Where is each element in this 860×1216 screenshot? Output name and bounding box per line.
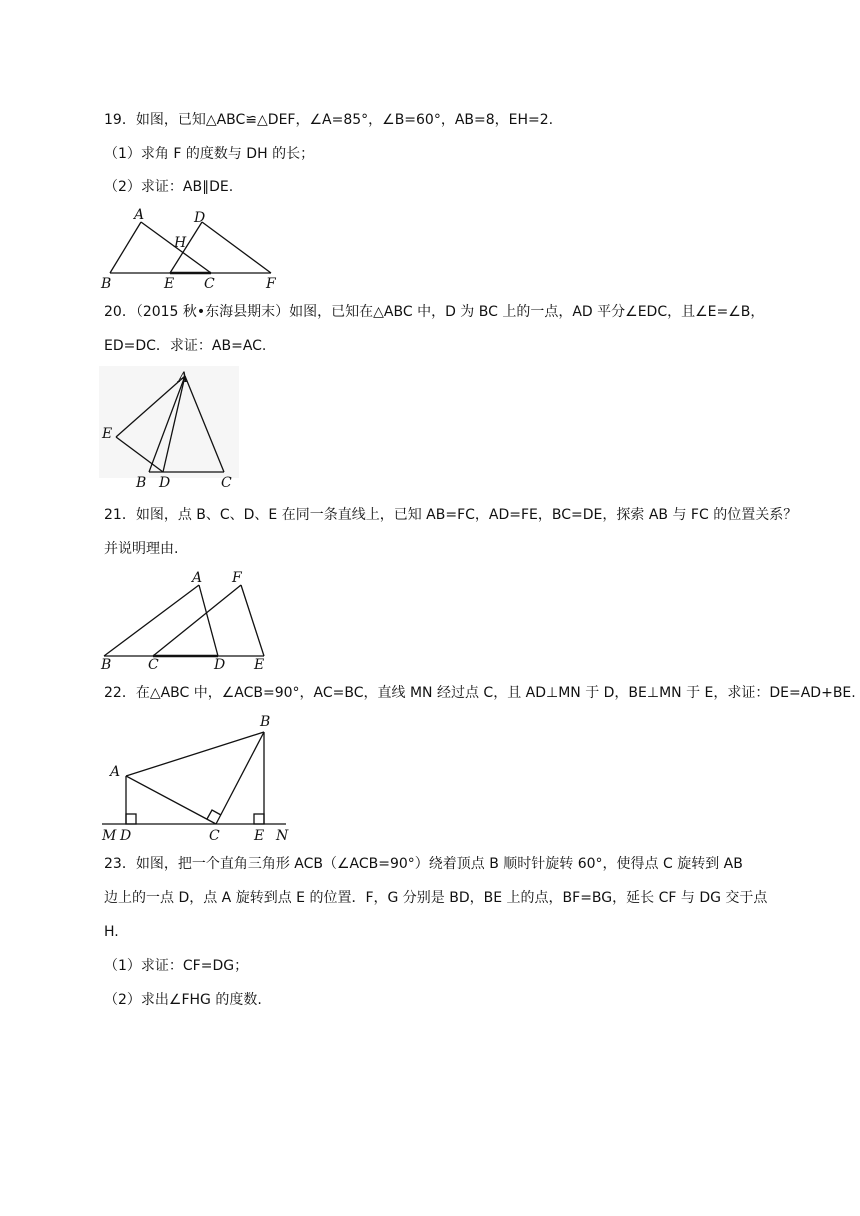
q22-stem: 22．在△ABC 中，∠ACB=90°，AC=BC，直线 MN 经过点 C，且 AD⊥MN 于 D，BE⊥MN 于 E，求证：DE=AD+BE. (104, 685, 856, 701)
q23-stem-line3: H. (104, 924, 119, 940)
q22-label-D: D (120, 828, 132, 844)
q19-label-B: B (101, 276, 112, 292)
q21-seg-FC (153, 585, 241, 656)
q19-label-A: A (134, 207, 145, 223)
q20-label-B: B (136, 475, 147, 490)
q21-label-D: D (214, 657, 226, 673)
q23-part2: （2）求出∠FHG 的度数. (104, 992, 262, 1008)
q19-label-D: D (194, 210, 206, 226)
q19-figure (96, 206, 296, 292)
q22-right-angle-E (254, 814, 264, 824)
q19-part2: （2）求证：AB∥DE. (104, 179, 234, 195)
q22-figure (96, 710, 296, 844)
q22-seg-AC (126, 776, 216, 824)
q19-label-F: F (266, 276, 276, 292)
q20-label-A: A (178, 370, 189, 386)
q23-part1: （1）求证：CF=DG； (104, 958, 249, 974)
q19-part1: （1）求角 F 的度数与 DH 的长； (104, 146, 315, 162)
q22-label-E: E (254, 828, 265, 844)
q19-seg-DF (202, 222, 271, 273)
q19-label-E: E (164, 276, 175, 292)
q19-stem: 19．如图，已知△ABC≌△DEF，∠A=85°，∠B=60°，AB=8，EH=2. (104, 112, 554, 128)
q20-label-E: E (102, 426, 113, 442)
q21-seg-AB (104, 585, 199, 656)
q21-label-B: B (101, 657, 112, 673)
q22-seg-BC (216, 732, 264, 824)
q21-seg-AD (199, 585, 218, 656)
q19-label-H: H (174, 235, 187, 251)
q19-seg-AB (110, 222, 141, 273)
q20-figure (96, 366, 246, 490)
q23-stem-line2: 边上的一点 D，点 A 旋转到点 E 的位置．F，G 分别是 BD，BE 上的点，BF=BG，延长 CF 与 DG 交于点 (104, 890, 768, 906)
q21-figure (96, 566, 276, 674)
q19-label-C: C (204, 276, 215, 292)
q22-label-C: C (209, 828, 220, 844)
q22-label-M: M (102, 828, 117, 844)
q22-label-N: N (276, 828, 289, 844)
q20-stem-line1: 20．（2015 秋•东海县期末）如图，已知在△ABC 中，D 为 BC 上的一点，AD 平分∠EDC，且∠E=∠B， (104, 304, 765, 320)
q22-right-angle-D (126, 814, 136, 824)
q21-label-C: C (148, 657, 159, 673)
q21-label-A: A (192, 570, 203, 586)
q20-stem-line2: ED=DC．求证：AB=AC. (104, 338, 267, 354)
q21-label-F: F (232, 570, 242, 586)
q21-stem-line1: 21．如图，点 B、C、D、E 在同一条直线上，已知 AB=FC，AD=FE，BC=DE，探索 AB 与 FC 的位置关系？ (104, 507, 798, 523)
q23-stem-line1: 23．如图，把一个直角三角形 ACB（∠ACB=90°）绕着顶点 B 顺时针旋转 60°，使得点 C 旋转到 AB (104, 856, 743, 872)
q21-stem-line2: 并说明理由. (104, 541, 179, 557)
q20-label-D: D (159, 475, 171, 490)
q21-label-E: E (254, 657, 265, 673)
q22-label-B: B (260, 714, 271, 730)
q22-seg-AB (126, 732, 264, 776)
q21-seg-FE (241, 585, 264, 656)
q22-label-A: A (110, 764, 121, 780)
q20-label-C: C (221, 475, 232, 490)
